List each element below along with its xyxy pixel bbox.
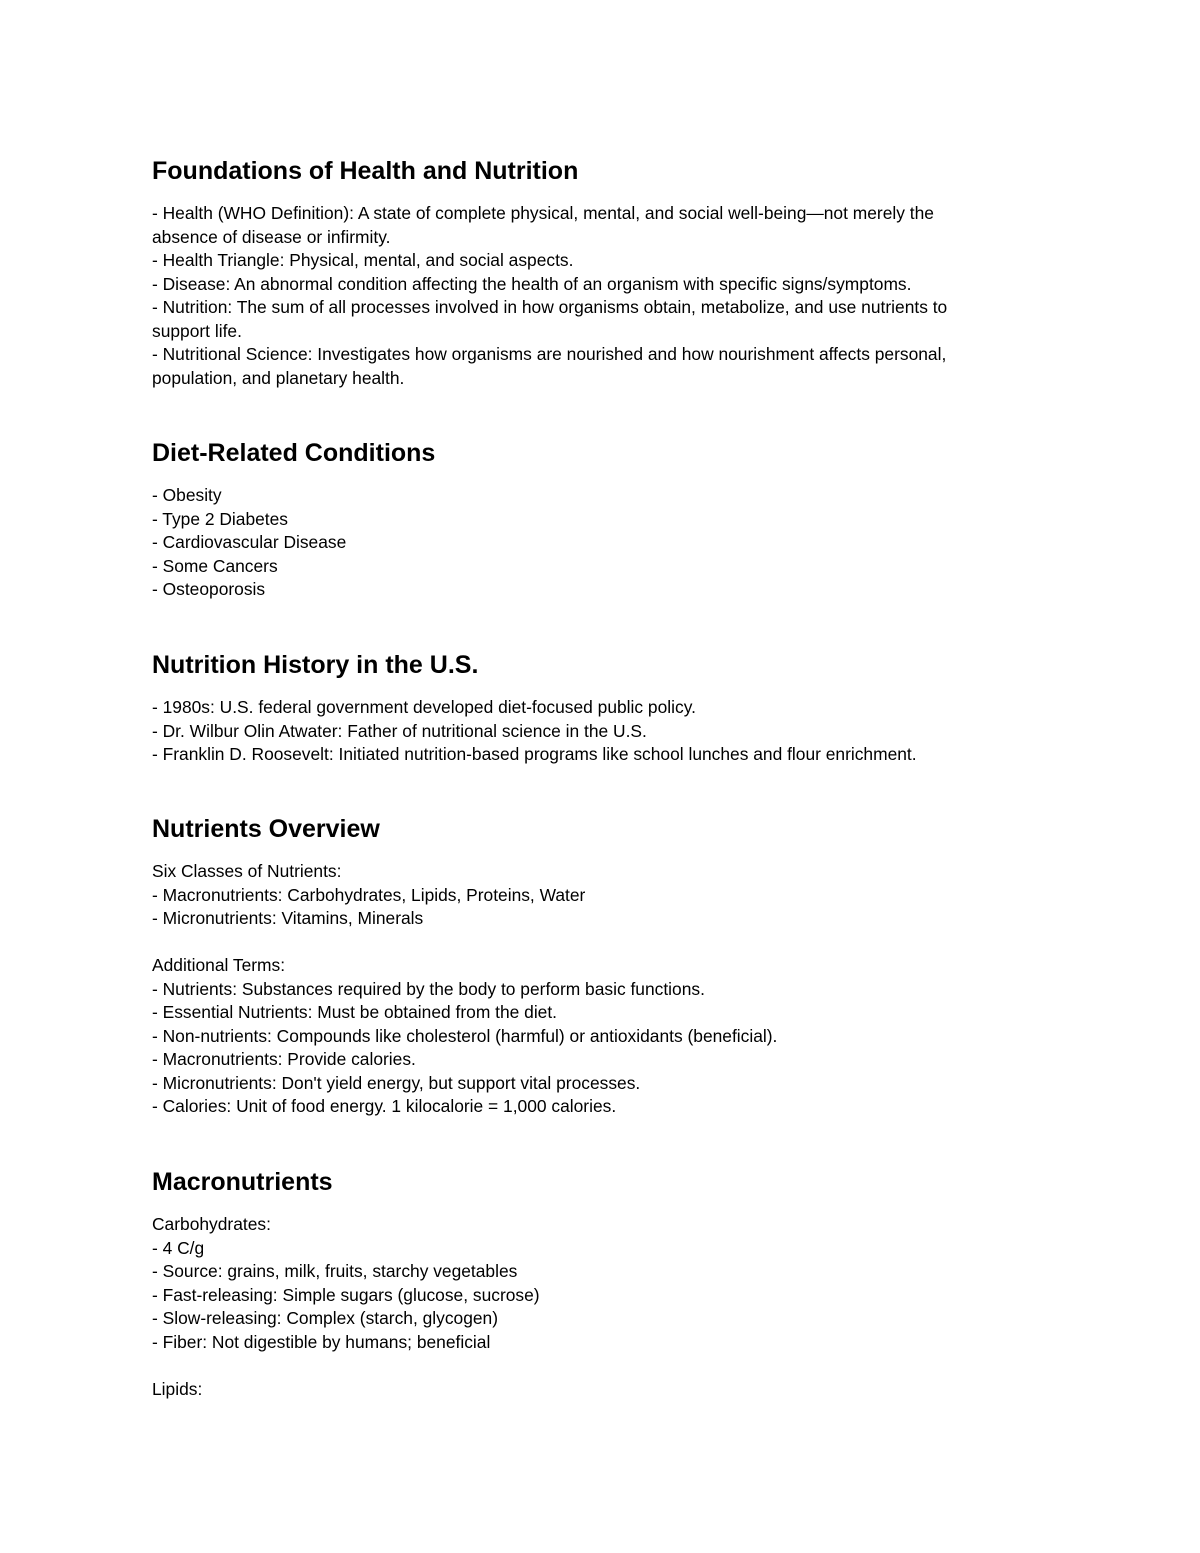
text-line: support life. — [152, 320, 242, 341]
list-item: - Nutrients: Substances required by the body to perform basic functions. — [152, 978, 705, 999]
list-item: - Slow-releasing: Complex (starch, glycogen) — [152, 1308, 499, 1328]
list-item: - Calories: Unit of food energy. 1 kilocalorie = 1,000 calories. — [152, 1096, 617, 1116]
text-line: - Health (WHO Definition): A state of complete physical, mental, and social well-being—not merely the — [152, 203, 934, 223]
list-item: - Fast-releasing: Simple sugars (glucose, sucrose) — [152, 1284, 540, 1305]
subheading: Lipids: — [152, 1378, 203, 1399]
section-heading: Nutrition History in the U.S. — [152, 651, 479, 679]
list-item: - Franklin D. Roosevelt: Initiated nutrition-based programs like school lunches and flour enrichment. — [152, 744, 917, 764]
list-item: - Dr. Wilbur Olin Atwater: Father of nutritional science in the U.S. — [152, 720, 647, 741]
section-body — [152, 202, 1052, 390]
list-item: - Essential Nutrients: Must be obtained from the diet. — [152, 1002, 558, 1022]
text-line: population, and planetary health. — [152, 367, 405, 388]
section-body — [152, 696, 1052, 767]
section-heading: Foundations of Health and Nutrition — [152, 157, 579, 185]
list-item: - Type 2 Diabetes — [152, 508, 288, 529]
list-item: - Source: grains, milk, fruits, starchy vegetables — [152, 1261, 518, 1281]
text-line: - Disease: An abnormal condition affecting the health of an organism with specific signs/symptoms. — [152, 273, 912, 294]
section-macronutrients — [152, 1167, 1052, 1401]
subheading: Additional Terms: — [152, 955, 286, 975]
section-body — [152, 484, 1052, 602]
list-item: - Cardiovascular Disease — [152, 532, 347, 552]
text-line: - Nutritional Science: Investigates how organisms are nourished and how nourishment affects personal, — [152, 344, 947, 364]
text-line: - Nutrition: The sum of all processes involved in how organisms obtain, metabolize, and use nutrients to — [152, 297, 948, 317]
blank-line — [152, 1354, 1052, 1378]
list-item: - Some Cancers — [152, 555, 278, 576]
list-item: - Macronutrients: Carbohydrates, Lipids, Proteins, Water — [152, 884, 586, 905]
list-item: - Micronutrients: Don't yield energy, but support vital processes. — [152, 1072, 641, 1093]
section-body — [152, 860, 1052, 1119]
section-nutrients-overview — [152, 814, 1052, 1119]
text-line: absence of disease or infirmity. — [152, 226, 391, 247]
section-foundations — [152, 156, 1052, 390]
subheading: Carbohydrates: — [152, 1214, 271, 1234]
blank-line — [152, 931, 1052, 955]
section-heading: Macronutrients — [152, 1168, 333, 1196]
text-line: - Health Triangle: Physical, mental, and social aspects. — [152, 250, 574, 270]
section-nutrition-history — [152, 650, 1052, 767]
section-body — [152, 1213, 1052, 1401]
subheading: Six Classes of Nutrients: — [152, 861, 342, 881]
section-heading: Nutrients Overview — [152, 815, 380, 843]
list-item: - Micronutrients: Vitamins, Minerals — [152, 908, 424, 928]
section-heading: Diet-Related Conditions — [152, 439, 436, 467]
list-item: - 1980s: U.S. federal government developed diet-focused public policy. — [152, 697, 696, 717]
list-item: - Macronutrients: Provide calories. — [152, 1049, 416, 1069]
section-diet-related-conditions — [152, 438, 1052, 602]
list-item: - 4 C/g — [152, 1237, 205, 1258]
list-item: - Osteoporosis — [152, 579, 266, 599]
list-item: - Obesity — [152, 485, 222, 505]
list-item: - Non-nutrients: Compounds like cholesterol (harmful) or antioxidants (beneficial). — [152, 1025, 778, 1046]
list-item: - Fiber: Not digestible by humans; beneficial — [152, 1331, 491, 1352]
